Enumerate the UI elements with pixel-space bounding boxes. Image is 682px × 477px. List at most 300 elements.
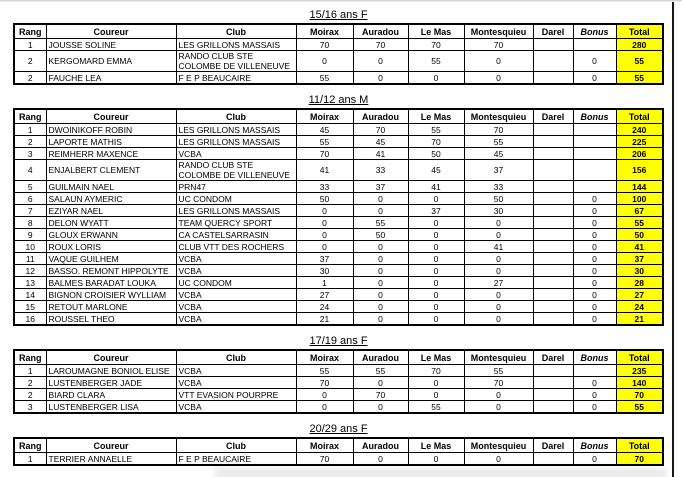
cell-total: 21 — [616, 313, 663, 326]
cell-auradou: 0 — [353, 241, 408, 253]
cell-auradou: 0 — [353, 453, 408, 466]
cell-lemas: 0 — [408, 277, 464, 289]
cell-lemas: 41 — [408, 181, 464, 193]
cell-darel — [533, 229, 573, 241]
category-section — [13, 9, 682, 85]
cell-darel — [533, 124, 573, 136]
cell-coureur: LUSTENBERGER LISA — [46, 401, 176, 414]
cell-rang: 3 — [14, 401, 46, 414]
cell-moirax: 70 — [296, 377, 353, 389]
result-row — [14, 313, 663, 326]
cell-total: 280 — [616, 39, 663, 51]
cell-total: 225 — [616, 136, 663, 148]
cell-auradou: 55 — [353, 217, 408, 229]
cell-total: 206 — [616, 148, 663, 160]
cell-auradou: 50 — [353, 229, 408, 241]
cell-bonus — [573, 39, 616, 51]
cell-lemas: 0 — [408, 217, 464, 229]
cell-club: VCBA — [176, 401, 296, 414]
result-row — [14, 265, 663, 277]
result-row — [14, 160, 663, 181]
cell-rang: 7 — [14, 205, 46, 217]
category-title: 20/29 ans F — [309, 423, 368, 435]
cell-lemas: 0 — [408, 72, 464, 85]
cell-auradou: 0 — [353, 289, 408, 301]
cell-moirax: 0 — [296, 401, 353, 414]
cell-montesquieu: 0 — [464, 217, 533, 229]
header-row — [14, 350, 663, 365]
cell-moirax: 0 — [296, 217, 353, 229]
column-header-club: Club — [176, 438, 296, 453]
cell-coureur: KERGOMARD EMMA — [46, 51, 176, 72]
cell-rang: 12 — [14, 265, 46, 277]
cell-rang: 2 — [14, 136, 46, 148]
result-row — [14, 365, 663, 377]
results-table — [13, 349, 664, 414]
cell-club: CA CASTELSARRASIN — [176, 229, 296, 241]
column-header-auradou: Auradou — [353, 438, 408, 453]
result-row — [14, 193, 663, 205]
cell-coureur: GUILMAIN NAEL — [46, 181, 176, 193]
cell-rang: 1 — [14, 39, 46, 51]
cell-rang: 9 — [14, 229, 46, 241]
cell-lemas: 55 — [408, 51, 464, 72]
result-row — [14, 253, 663, 265]
column-header-darel: Darel — [533, 350, 573, 365]
cell-club: VCBA — [176, 313, 296, 326]
cell-coureur: VAQUE GUILHEM — [46, 253, 176, 265]
result-row — [14, 229, 663, 241]
cell-montesquieu: 0 — [464, 72, 533, 85]
cell-total: 30 — [616, 265, 663, 277]
column-header-bonus: Bonus — [573, 109, 616, 124]
cell-moirax: 45 — [296, 124, 353, 136]
cell-auradou: 0 — [353, 377, 408, 389]
cell-club: VCBA — [176, 265, 296, 277]
category-section — [13, 94, 682, 326]
cell-coureur: EZIYAR NAEL — [46, 205, 176, 217]
cell-moirax: 21 — [296, 313, 353, 326]
cell-darel — [533, 136, 573, 148]
cell-total: 37 — [616, 253, 663, 265]
cell-moirax: 0 — [296, 241, 353, 253]
column-header-rang: Rang — [14, 24, 46, 39]
cell-bonus: 0 — [573, 289, 616, 301]
cell-moirax: 37 — [296, 253, 353, 265]
cell-moirax: 30 — [296, 265, 353, 277]
cell-lemas: 0 — [408, 313, 464, 326]
cell-rang: 2 — [14, 72, 46, 85]
cell-rang: 2 — [14, 51, 46, 72]
cell-moirax: 27 — [296, 289, 353, 301]
cell-club: RANDO CLUB STE COLOMBE DE VILLENEUVE — [176, 51, 296, 72]
table-body — [14, 39, 663, 85]
cell-darel — [533, 277, 573, 289]
column-header-total: Total — [616, 109, 663, 124]
column-header-montesquieu: Montesquieu — [464, 109, 533, 124]
cell-montesquieu: 41 — [464, 241, 533, 253]
cell-bonus — [573, 124, 616, 136]
cell-darel — [533, 148, 573, 160]
cell-auradou: 0 — [353, 301, 408, 313]
cell-coureur: JOUSSE SOLINE — [46, 39, 176, 51]
cell-moirax: 24 — [296, 301, 353, 313]
column-header-montesquieu: Montesquieu — [464, 24, 533, 39]
cell-total: 27 — [616, 289, 663, 301]
cell-lemas: 70 — [408, 365, 464, 377]
page-bottom-shadow — [215, 464, 667, 477]
cell-moirax: 70 — [296, 39, 353, 51]
cell-lemas: 55 — [408, 401, 464, 414]
cell-lemas: 0 — [408, 229, 464, 241]
column-header-coureur: Coureur — [46, 109, 176, 124]
category-title: 11/12 ans M — [308, 94, 369, 106]
cell-bonus: 0 — [573, 253, 616, 265]
cell-montesquieu: 0 — [464, 313, 533, 326]
cell-auradou: 70 — [353, 389, 408, 401]
cell-bonus: 0 — [573, 229, 616, 241]
cell-club: LES GRILLONS MASSAIS — [176, 39, 296, 51]
cell-auradou: 0 — [353, 193, 408, 205]
cell-darel — [533, 401, 573, 414]
cell-bonus: 0 — [573, 72, 616, 85]
cell-total: 100 — [616, 193, 663, 205]
cell-darel — [533, 217, 573, 229]
column-header-rang: Rang — [14, 350, 46, 365]
page-right-edge — [672, 0, 674, 477]
cell-rang: 14 — [14, 289, 46, 301]
result-row — [14, 205, 663, 217]
result-row — [14, 72, 663, 85]
cell-rang: 10 — [14, 241, 46, 253]
cell-club: LES GRILLONS MASSAIS — [176, 136, 296, 148]
cell-coureur: GLOUX ERWANN — [46, 229, 176, 241]
cell-lemas: 0 — [408, 265, 464, 277]
cell-rang: 2 — [14, 389, 46, 401]
cell-coureur: BIGNON CROISIER WYLLIAM — [46, 289, 176, 301]
cell-montesquieu: 70 — [464, 124, 533, 136]
cell-montesquieu: 0 — [464, 265, 533, 277]
cell-club: VCBA — [176, 148, 296, 160]
cell-coureur: ROUSSEL THEO — [46, 313, 176, 326]
cell-bonus: 0 — [573, 401, 616, 414]
cell-club: TEAM QUERCY SPORT — [176, 217, 296, 229]
cell-rang: 4 — [14, 160, 46, 181]
cell-lemas: 45 — [408, 160, 464, 181]
cell-total: 70 — [616, 453, 663, 466]
cell-club: PRN47 — [176, 181, 296, 193]
column-header-rang: Rang — [14, 109, 46, 124]
cell-club: VCBA — [176, 365, 296, 377]
cell-darel — [533, 205, 573, 217]
cell-club: VCBA — [176, 289, 296, 301]
cell-bonus: 0 — [573, 453, 616, 466]
cell-montesquieu: 0 — [464, 389, 533, 401]
column-header-bonus: Bonus — [573, 24, 616, 39]
cell-rang: 5 — [14, 181, 46, 193]
cell-rang: 3 — [14, 148, 46, 160]
cell-darel — [533, 241, 573, 253]
cell-total: 55 — [616, 401, 663, 414]
column-header-darel: Darel — [533, 24, 573, 39]
cell-coureur: LAROUMAGNE BONIOL ELISE — [46, 365, 176, 377]
result-row — [14, 51, 663, 72]
cell-lemas: 0 — [408, 377, 464, 389]
cell-moirax: 41 — [296, 160, 353, 181]
column-header-montesquieu: Montesquieu — [464, 350, 533, 365]
cell-montesquieu: 0 — [464, 229, 533, 241]
cell-club: F E P BEAUCAIRE — [176, 72, 296, 85]
cell-total: 24 — [616, 301, 663, 313]
header-row — [14, 24, 663, 39]
column-header-moirax: Moirax — [296, 109, 353, 124]
cell-bonus: 0 — [573, 217, 616, 229]
cell-club: VTT EVASION POURPRE — [176, 389, 296, 401]
cell-bonus: 0 — [573, 301, 616, 313]
cell-moirax: 33 — [296, 181, 353, 193]
cell-auradou: 41 — [353, 148, 408, 160]
cell-darel — [533, 377, 573, 389]
cell-auradou: 33 — [353, 160, 408, 181]
column-header-coureur: Coureur — [46, 438, 176, 453]
cell-rang: 15 — [14, 301, 46, 313]
cell-lemas: 50 — [408, 148, 464, 160]
cell-auradou: 0 — [353, 51, 408, 72]
column-header-auradou: Auradou — [353, 350, 408, 365]
cell-lemas: 0 — [408, 289, 464, 301]
cell-montesquieu: 0 — [464, 253, 533, 265]
cell-rang: 2 — [14, 377, 46, 389]
cell-moirax: 55 — [296, 136, 353, 148]
cell-darel — [533, 39, 573, 51]
result-row — [14, 124, 663, 136]
cell-lemas: 0 — [408, 453, 464, 466]
cell-club: F E P BEAUCAIRE — [176, 453, 296, 466]
column-header-montesquieu: Montesquieu — [464, 438, 533, 453]
cell-coureur: BIARD CLARA — [46, 389, 176, 401]
result-row — [14, 289, 663, 301]
header-row — [14, 438, 663, 453]
result-row — [14, 39, 663, 51]
cell-rang: 13 — [14, 277, 46, 289]
result-row — [14, 389, 663, 401]
cell-total: 144 — [616, 181, 663, 193]
cell-coureur: LUSTENBERGER JADE — [46, 377, 176, 389]
table-body — [14, 365, 663, 414]
results-table — [13, 23, 664, 85]
cell-auradou: 37 — [353, 181, 408, 193]
cell-total: 235 — [616, 365, 663, 377]
cell-club: RANDO CLUB STE COLOMBE DE VILLENEUVE — [176, 160, 296, 181]
cell-moirax: 55 — [296, 365, 353, 377]
cell-total: 140 — [616, 377, 663, 389]
results-table — [13, 108, 664, 326]
cell-bonus — [573, 136, 616, 148]
column-header-lemas: Le Mas — [408, 24, 464, 39]
result-row — [14, 241, 663, 253]
cell-bonus — [573, 365, 616, 377]
cell-montesquieu: 0 — [464, 301, 533, 313]
cell-coureur: REIMHERR MAXENCE — [46, 148, 176, 160]
table-body — [14, 124, 663, 326]
cell-moirax: 0 — [296, 229, 353, 241]
cell-auradou: 0 — [353, 277, 408, 289]
cell-total: 55 — [616, 72, 663, 85]
column-header-darel: Darel — [533, 109, 573, 124]
cell-lemas: 0 — [408, 301, 464, 313]
cell-bonus — [573, 148, 616, 160]
cell-total: 70 — [616, 389, 663, 401]
cell-lemas: 0 — [408, 193, 464, 205]
category-section — [13, 423, 682, 466]
cell-club: UC CONDOM — [176, 277, 296, 289]
column-header-bonus: Bonus — [573, 350, 616, 365]
cell-club: VCBA — [176, 377, 296, 389]
result-row — [14, 301, 663, 313]
cell-montesquieu: 0 — [464, 289, 533, 301]
cell-bonus — [573, 181, 616, 193]
cell-total: 156 — [616, 160, 663, 181]
cell-moirax: 70 — [296, 453, 353, 466]
cell-darel — [533, 365, 573, 377]
cell-montesquieu: 50 — [464, 193, 533, 205]
cell-auradou: 0 — [353, 265, 408, 277]
cell-coureur: RETOUT MARLONE — [46, 301, 176, 313]
cell-rang: 1 — [14, 124, 46, 136]
column-header-club: Club — [176, 350, 296, 365]
cell-montesquieu: 27 — [464, 277, 533, 289]
cell-coureur: FAUCHE LEA — [46, 72, 176, 85]
cell-bonus: 0 — [573, 277, 616, 289]
cell-coureur: LAPORTE MATHIS — [46, 136, 176, 148]
cell-montesquieu: 30 — [464, 205, 533, 217]
cell-moirax: 1 — [296, 277, 353, 289]
cell-lemas: 55 — [408, 124, 464, 136]
column-header-coureur: Coureur — [46, 350, 176, 365]
cell-montesquieu: 0 — [464, 401, 533, 414]
result-row — [14, 181, 663, 193]
cell-auradou: 0 — [353, 72, 408, 85]
column-header-moirax: Moirax — [296, 24, 353, 39]
cell-club: LES GRILLONS MASSAIS — [176, 124, 296, 136]
cell-total: 55 — [616, 217, 663, 229]
column-header-auradou: Auradou — [353, 109, 408, 124]
column-header-darel: Darel — [533, 438, 573, 453]
cell-moirax: 55 — [296, 72, 353, 85]
column-header-club: Club — [176, 24, 296, 39]
cell-coureur: BALMES BARADAT LOUKA — [46, 277, 176, 289]
cell-auradou: 70 — [353, 39, 408, 51]
cell-bonus — [573, 160, 616, 181]
cell-darel — [533, 160, 573, 181]
cell-lemas: 0 — [408, 389, 464, 401]
cell-darel — [533, 51, 573, 72]
cell-bonus: 0 — [573, 51, 616, 72]
cell-total: 55 — [616, 51, 663, 72]
cell-lemas: 70 — [408, 136, 464, 148]
column-header-total: Total — [616, 350, 663, 365]
cell-club: VCBA — [176, 253, 296, 265]
cell-darel — [533, 313, 573, 326]
column-header-bonus: Bonus — [573, 438, 616, 453]
header-row — [14, 109, 663, 124]
category-section — [13, 335, 682, 414]
cell-montesquieu: 0 — [464, 453, 533, 466]
cell-club: CLUB VTT DES ROCHERS — [176, 241, 296, 253]
page-top-edge — [0, 0, 682, 2]
cell-bonus: 0 — [573, 389, 616, 401]
cell-auradou: 45 — [353, 136, 408, 148]
cell-coureur: ENJALBERT CLEMENT — [46, 160, 176, 181]
cell-montesquieu: 33 — [464, 181, 533, 193]
cell-darel — [533, 72, 573, 85]
cell-darel — [533, 193, 573, 205]
column-header-club: Club — [176, 109, 296, 124]
cell-montesquieu: 55 — [464, 136, 533, 148]
cell-auradou: 55 — [353, 365, 408, 377]
cell-darel — [533, 265, 573, 277]
result-row — [14, 217, 663, 229]
cell-rang: 16 — [14, 313, 46, 326]
cell-total: 28 — [616, 277, 663, 289]
cell-bonus: 0 — [573, 193, 616, 205]
cell-montesquieu: 0 — [464, 51, 533, 72]
column-header-coureur: Coureur — [46, 24, 176, 39]
cell-montesquieu: 55 — [464, 365, 533, 377]
cell-montesquieu: 37 — [464, 160, 533, 181]
cell-club: VCBA — [176, 301, 296, 313]
cell-total: 41 — [616, 241, 663, 253]
cell-rang: 6 — [14, 193, 46, 205]
cell-lemas: 0 — [408, 253, 464, 265]
cell-club: LES GRILLONS MASSAIS — [176, 205, 296, 217]
cell-auradou: 0 — [353, 401, 408, 414]
cell-lemas: 0 — [408, 241, 464, 253]
column-header-total: Total — [616, 24, 663, 39]
cell-coureur: ROUX LORIS — [46, 241, 176, 253]
cell-rang: 11 — [14, 253, 46, 265]
cell-auradou: 0 — [353, 253, 408, 265]
cell-coureur: SALAUN AYMERIC — [46, 193, 176, 205]
cell-darel — [533, 389, 573, 401]
cell-moirax: 50 — [296, 193, 353, 205]
cell-rang: 1 — [14, 453, 46, 466]
cell-darel — [533, 301, 573, 313]
cell-bonus: 0 — [573, 265, 616, 277]
cell-total: 67 — [616, 205, 663, 217]
cell-moirax: 0 — [296, 51, 353, 72]
cell-bonus: 0 — [573, 205, 616, 217]
cell-auradou: 0 — [353, 313, 408, 326]
category-title: 15/16 ans F — [309, 9, 368, 21]
cell-lemas: 70 — [408, 39, 464, 51]
result-row — [14, 401, 663, 414]
cell-lemas: 37 — [408, 205, 464, 217]
column-header-moirax: Moirax — [296, 350, 353, 365]
result-row — [14, 148, 663, 160]
cell-total: 50 — [616, 229, 663, 241]
cell-bonus: 0 — [573, 377, 616, 389]
column-header-lemas: Le Mas — [408, 350, 464, 365]
column-header-moirax: Moirax — [296, 438, 353, 453]
cell-auradou: 70 — [353, 124, 408, 136]
column-header-lemas: Le Mas — [408, 438, 464, 453]
cell-rang: 8 — [14, 217, 46, 229]
result-row — [14, 377, 663, 389]
cell-coureur: BASSO. REMONT HIPPOLYTE — [46, 265, 176, 277]
cell-rang: 1 — [14, 365, 46, 377]
cell-darel — [533, 289, 573, 301]
